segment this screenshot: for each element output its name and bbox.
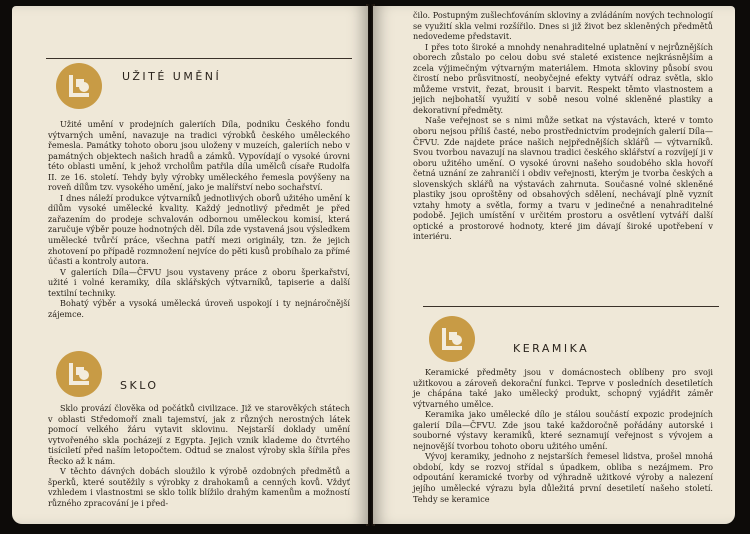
right-page	[373, 6, 735, 524]
paragraph: Vývoj keramiky, jednoho z nejstarších řemesel lidstva, prošel mnohá období, kdy se rozvoj střídal s úpadkem, obliba s nezájmem. Pro odpoutání keramické tvorby od výhradně užitkové výroby a nalezení jejího umělecké výrazu byla důležitá první desetiletí našeho století. Tehdy se keramice	[413, 451, 713, 504]
heading-uzite-umeni: UŽITÉ UMĚNÍ	[122, 70, 222, 83]
left-page	[12, 6, 368, 524]
paragraph: Keramické předměty jsou v domácnostech oblíbeny pro svoji užitkovou a zároveň dekorační funkci. Teprve v posledních desetiletích je chápána také jako umělecký produkt, schopný vyjádřit záměr výtvarného umělce.	[413, 367, 713, 409]
section-keramika-text	[413, 367, 713, 504]
paragraph: Užité umění v prodejních galeriích Díla, podniku Českého fondu výtvarných umění, navazuje na tradici výrobků českého uměleckého řemesla. Památky tohoto oboru jsou uloženy v muzeích, galeriích nebo v památných objektech našich hradů a zámků. Vypovídají o vysoké úrovni této oblasti umění, k jehož vrcholům patřila díla umělců císaře Rudolfa II. ze 16. století. Tehdy byly výrobky uměleckého řemesla povýšeny na roveň dílům tzv. vysokého umění, jako je malířství nebo sochařství.	[48, 119, 350, 193]
sklo-continued-text	[413, 10, 713, 242]
gallery-logo-icon	[56, 63, 102, 109]
paragraph: I přes toto široké a mnohdy nenahraditelné uplatnění v nejrůznějších oborech zůstalo po celou dobu své staleté existence nejkrásnějším a zcela výjimečným výtvarným materiálem. Hmota skloviny působí svou čirostí nebo průsvitností, neobyčejné efekty vytváří odraz světla, sklo můžeme vrstvit, řezat, brousit i barvit. Respekt těmto vlastnostem a jejich nejbohatší využití v sobě nesou volné skleněné plastiky a dekorativní předměty.	[413, 41, 713, 115]
paragraph: Naše veřejnost se s nimi může setkat na výstavách, které v tomto oboru nejsou příliš časté, nebo prostřednictvím prodejních galerií Díla—ČFVU. Zde najdete práce našich nejpřednějších sklářů — výtvarníků. Svou tvorbou navazují na slavnou tradici českého sklářství a rozvíjejí ji v oboru užitého umění. O vysoké úrovni našeho soudobého skla hovoří četná uznání ze zahraničí i obdiv veřejnosti, kterým je tvorba českých a slovenských sklářů na výstavách zahrnuta. Současné volné skleněné plastiky jsou oproštěny od obsahových sdělení, nechávají plně vyznít vztahy hmoty a světla, formy a tvaru v jedinečné a nenahraditelné podobě. Jejich umístění v určitém prostoru a osvětlení vytváří další optické a prostorové hodnoty, které jim dávají široké upotřebení v interiéru.	[413, 115, 713, 242]
paragraph: Sklo provází člověka od počátků civilizace. Již ve starověkých státech v oblasti Středomoří znali tajemství, jak z různých nerostných látek pomocí velkého žáru vytavit sklovinu. Nejstarší doklady umění vytvořeného skla pocházejí z Egypta. Jejich vznik klademe do čtvrtého tisíciletí před naším letopočtem. Odtud se znalost výroby skla šířila přes Řecko až k nám.	[48, 403, 350, 466]
section-sklo-text	[48, 403, 350, 508]
section-rule	[46, 58, 352, 59]
section-uzite-umeni-text	[48, 119, 350, 319]
paragraph: V galeriích Díla—ČFVU jsou vystaveny práce z oboru šperkařství, užité i volné keramiky, díla sklářských výtvarníků, tapiserie a další textilní techniky.	[48, 266, 350, 298]
section-rule	[423, 306, 719, 307]
heading-keramika: KERAMIKA	[513, 342, 590, 355]
paragraph: V těchto dávných dobách sloužilo k výrobě ozdobných předmětů a šperků, které soutěžily s výrobky z drahokamů a cenných kovů. Vždyť vzhledem i vlastnostmi se sklo tolik blížilo drahým kamenům a možností různého zpracování je i před-	[48, 466, 350, 508]
gallery-logo-icon	[429, 316, 475, 362]
gallery-logo-icon	[56, 351, 102, 397]
paragraph: I dnes náleží produkce výtvarníků jednotlivých oborů užitého umění k dílům vysoké umělecké kvality. Každý jednotlivý předmět je před zařazením do prodeje schvalován odbornou uměleckou komisí, která zaručuje výběr pouze hodnotných děl. Díla zde vystavená jsou výsledkem umělecké tvůrčí práce, všechna patří mezi originály, tzn. že jejich zhotovení po případě rozmnožení nejvíce do pěti kusů probíhalo za přímé účasti a kontroly autora.	[48, 192, 350, 267]
heading-sklo: SKLO	[120, 379, 159, 392]
paragraph: čilo. Postupným zušlechťováním skloviny a zvládáním nových technologií se využití skla velmi rozšířilo. Dnes si již život bez skleněných předmětů nedovedeme představit.	[413, 10, 713, 42]
paragraph: Bohatý výběr a vysoká umělecká úroveň uspokojí i ty nejnáročnější zájemce.	[48, 298, 350, 319]
paragraph: Keramika jako umělecké dílo je stálou součástí expozic prodejních galerií Díla—ČFVU. Zde jsou také každoročně pořádány autorské i souborné výstavy keramiků, které seznamují veřejnost s vývojem a nejnovější tvorbou tohoto oboru užitého umění.	[413, 409, 713, 451]
